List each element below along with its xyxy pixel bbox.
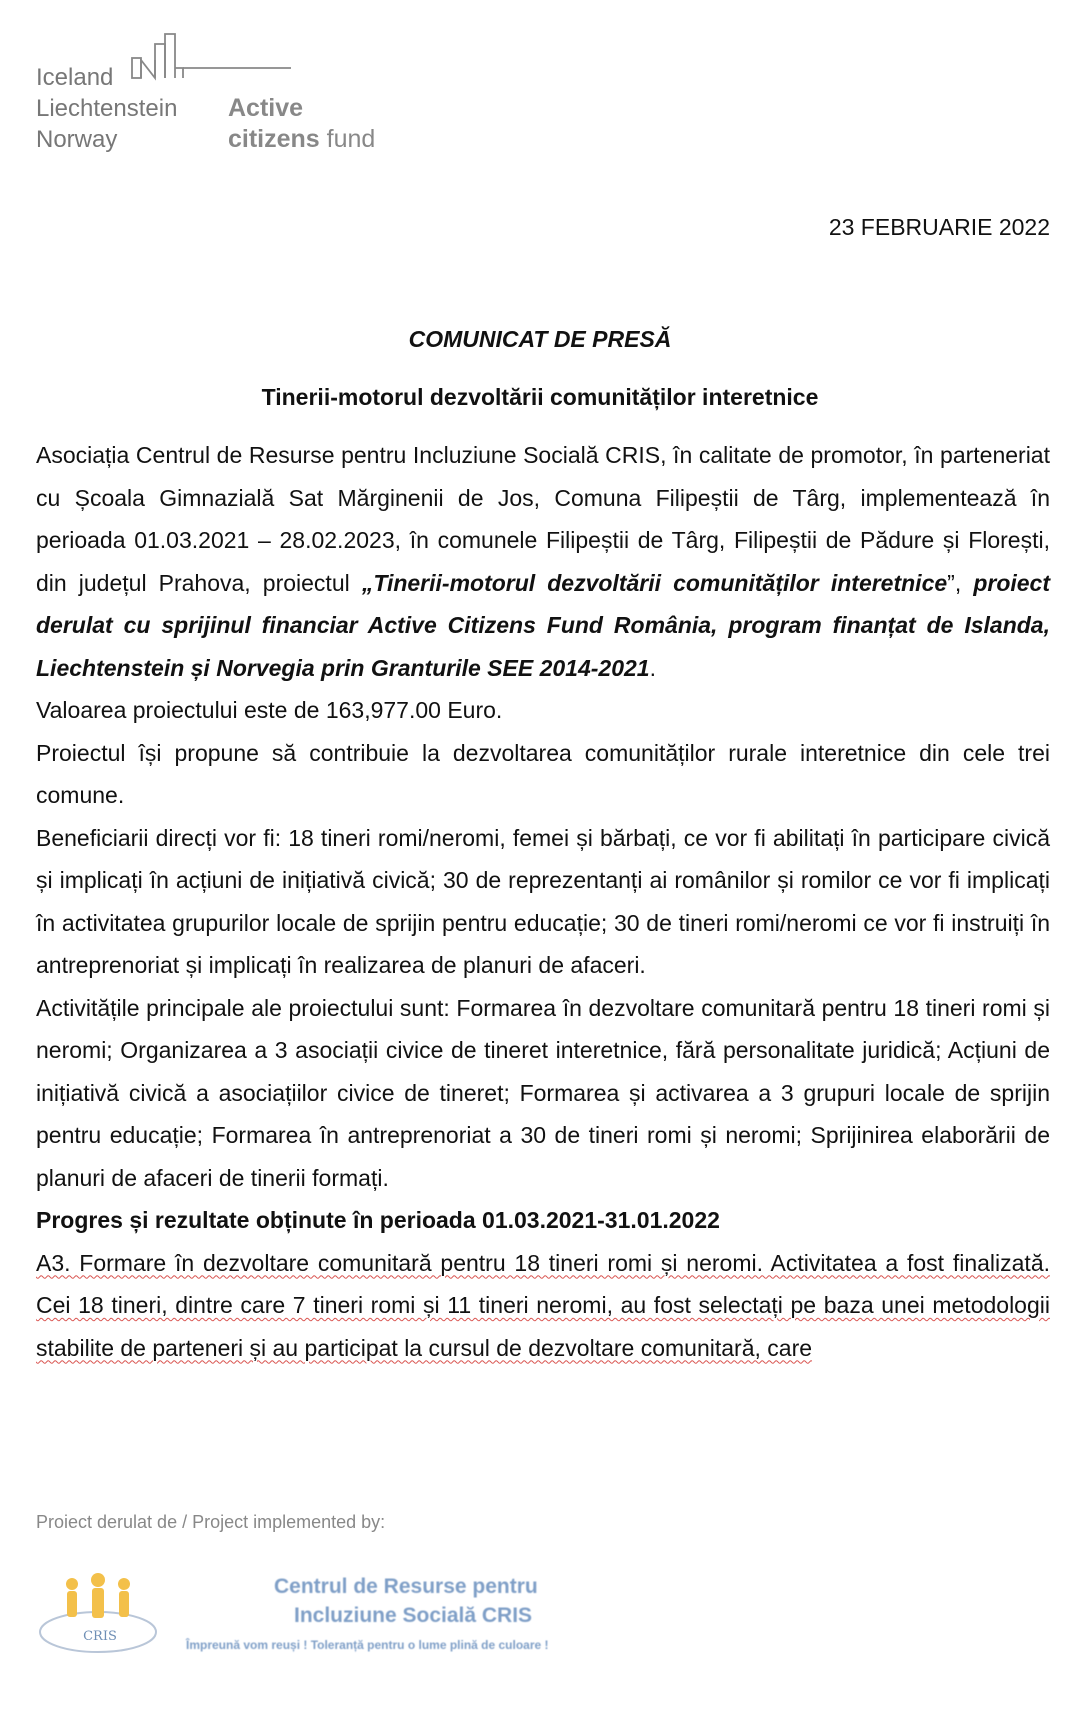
paragraph-intro (36, 434, 1050, 689)
fund-line-2-bold: citizens (228, 125, 320, 153)
cris-slogan: Împreună vom reuși ! Toleranță pentru o lume plină de culoare ! (186, 1638, 549, 1652)
document-label: COMUNICAT DE PRESĂ (408, 326, 672, 352)
fund-line-1: Active (228, 94, 304, 122)
paragraph-value: Valoarea proiectului este de 163,977.00 Euro. (36, 697, 503, 723)
intro-text: Asociația Centrul de Resurse pentru Incluziune Socială CRIS, în calitate de promotor, în parteneriat cu Școala Gimnazială Sat Mărginenii de Jos, Comuna Filipeștii de Târg, implementează în perioada 01.03.2021 – 28.02.2023, în comunele Filipeștii de Târg, Filipeștii de Pădure și Florești, din județul Prahova, proiectul (36, 442, 1050, 596)
cris-org-name (274, 1572, 538, 1630)
funding-statement: proiect derulat cu sprijinul financiar Active Citizens Fund România, program finanțat de Islanda, Liechtenstein și Norvegia prin Granturile SEE 2014-2021 (36, 569, 1050, 681)
active-citizens-fund-logo (36, 30, 386, 160)
fund-line-2-light: fund (319, 125, 376, 153)
project-name: „Tinerii-motorul dezvoltării comunităților interetnice (361, 569, 948, 596)
paragraph-a3: A3. Formare în dezvoltare comunitară pentru 18 tineri romi și neromi. Activitatea a fost finalizată. Cei 18 tineri, dintre care 7 tineri romi și 11 tineri neromi, au fost selectați pe baza unei metodologii stabilite de parteneri și au participat la cursul de dezvoltare comunitară, care (36, 1249, 1050, 1361)
document-body (36, 434, 1050, 1369)
paragraph-beneficiaries: Beneficiarii direcți vor fi: 18 tineri romi/neromi, femei și bărbați, ce vor fi abilitați în participare civică și implicați în acțiuni de inițiativă civică; 30 de reprezentanți ai românilor și romilor ce vor fi implicați în activitatea grupurilor locale de sprijin pentru educație; 30 de tineri romi/neromi ce vor fi instruiți în antreprenoriat și implicați în realizarea de planuri de afaceri. (36, 824, 1050, 978)
country-liechtenstein: Liechtenstein (36, 95, 178, 122)
intro-separator: ”, (947, 569, 974, 596)
paragraph-purpose: Proiectul își propune să contribuie la dezvoltarea comunităților rurale interetnice din cele trei comune. (36, 739, 1050, 808)
country-iceland: Iceland (36, 64, 114, 91)
cris-org-line-2: Incluziune Socială CRIS (294, 1604, 533, 1627)
progress-heading: Progres și rezultate obținute în perioada 01.03.2021-31.01.2022 (36, 1207, 720, 1233)
footer-label: Proiect derulat de / Project implemented by: (36, 1512, 386, 1532)
paragraph-activities: Activitățile principale ale proiectului sunt: Formarea în dezvoltare comunitară pentru 18 tineri romi și neromi; Organizarea a 3 asociații civice de tineret interetnice, fără personalitate juridică; Acțiuni de inițiativă civică a asociațiilor civice de tineret; Formarea și activarea a 3 grupuri locale de sprijin pentru educație; Formarea în antreprenoriat a 30 de tineri romi și neromi; Sprijinirea elaborării de planuri de afaceri de tinerii formați. (36, 994, 1050, 1191)
cris-logo (36, 1560, 556, 1680)
cris-emblem-icon (36, 1570, 171, 1655)
document-title: Tinerii-motorul dezvoltării comunităților interetnice (261, 384, 819, 410)
document-date: 23 FEBRUARIE 2022 (828, 214, 1050, 240)
cris-org-line-1: Centrul de Resurse pentru (274, 1575, 538, 1598)
cris-emblem-text: CRIS (83, 1629, 117, 1644)
intro-end: . (649, 654, 656, 681)
fund-name (228, 93, 375, 155)
country-norway: Norway (36, 126, 118, 153)
